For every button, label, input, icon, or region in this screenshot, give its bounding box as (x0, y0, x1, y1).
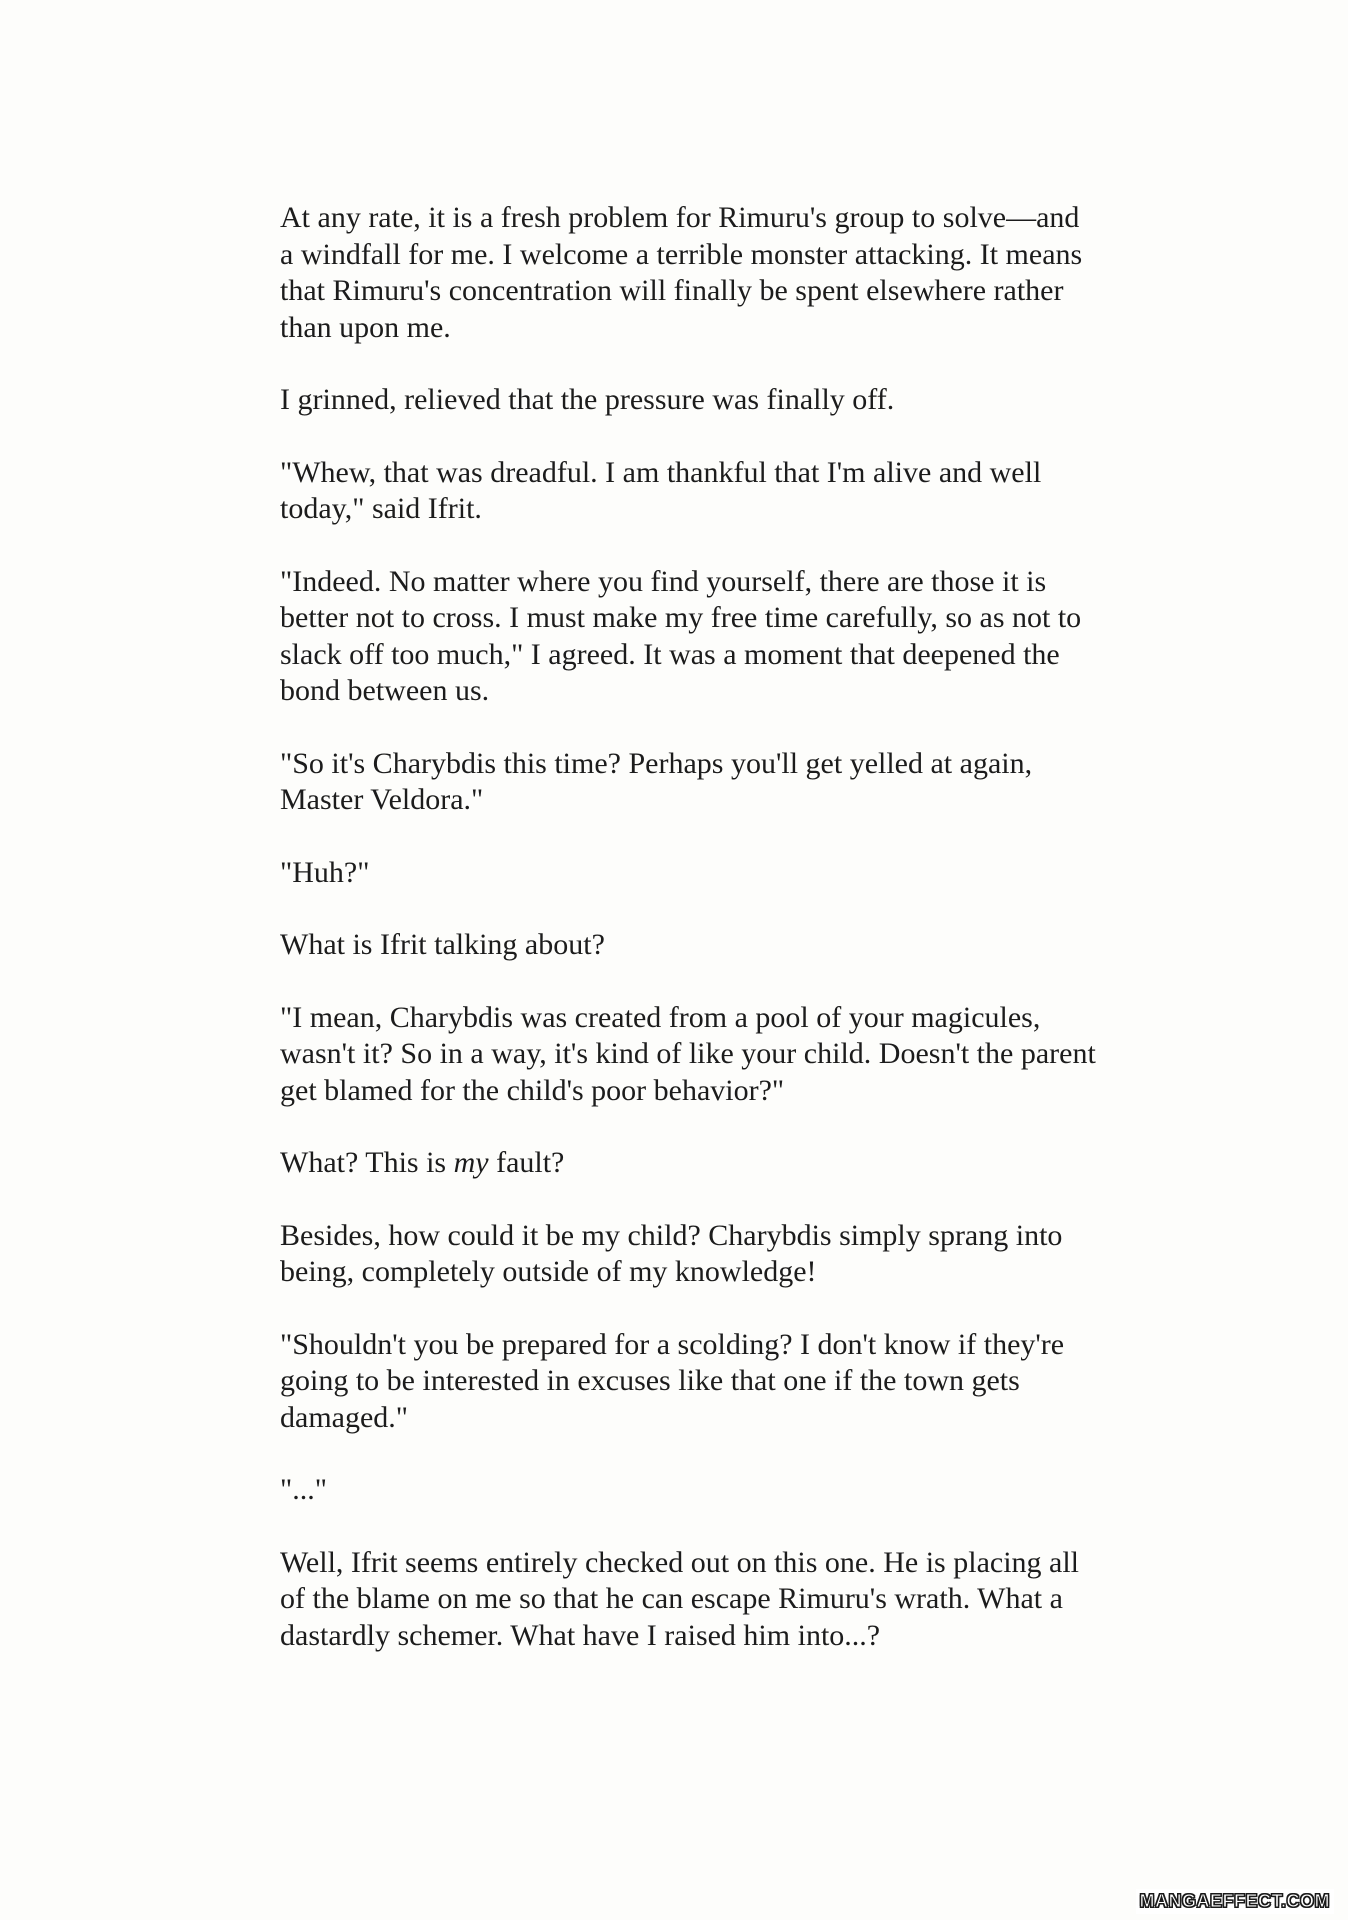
paragraph: What is Ifrit talking about? (280, 928, 605, 961)
dialogue-paragraph: "..." (280, 1473, 327, 1506)
dialogue-paragraph: "Whew, that was dreadful. I am thankful that I'm alive and well today," said Ifrit. (280, 455, 1042, 525)
dialogue-paragraph: "I mean, Charybdis was created from a pool of your magicules, wasn't it? So in a way, it's kind of like your child. Doesn't the parent get blamed for the child's poor behavior?" (280, 1000, 1096, 1107)
paragraph-with-emphasis (280, 1145, 1100, 1182)
text-run: fault? (488, 1146, 565, 1179)
dialogue-paragraph: "Shouldn't you be prepared for a scolding? I don't know if they're going to be interested in excuses like that one if the town gets damaged." (280, 1327, 1065, 1434)
dialogue-paragraph: "Huh?" (280, 855, 370, 889)
text-run: What? This is (280, 1146, 454, 1179)
dialogue-paragraph: "So it's Charybdis this time? Perhaps you'll get yelled at again, Master Veldora." (280, 746, 1033, 816)
watermark-logo: MANGAEFFECT.COM (1136, 1889, 1335, 1914)
paragraph: I grinned, relieved that the pressure was finally off. (280, 383, 895, 416)
paragraph: Besides, how could it be my child? Charybdis simply sprang into being, completely outside of my knowledge! (280, 1218, 1063, 1288)
dialogue-paragraph: "Indeed. No matter where you find yourself, there are those it is better not to cross. I must make my free time carefully, so as not to slack off too much," I agreed. It was a moment that deepened the bond between us. (280, 564, 1082, 707)
paragraph: At any rate, it is a fresh problem for Rimuru's group to solve—and a windfall for me. I welcome a terrible monster attacking. It means that Rimuru's concentration will finally be spent elsewhere rather than upon me. (280, 201, 1083, 344)
emphasized-word: my (453, 1146, 489, 1179)
paragraph: Well, Ifrit seems entirely checked out on this one. He is placing all of the blame on me so that he can escape Rimuru's wrath. What a dastardly schemer. What have I raised him into...? (280, 1545, 1080, 1652)
prose-body (280, 200, 1100, 1690)
